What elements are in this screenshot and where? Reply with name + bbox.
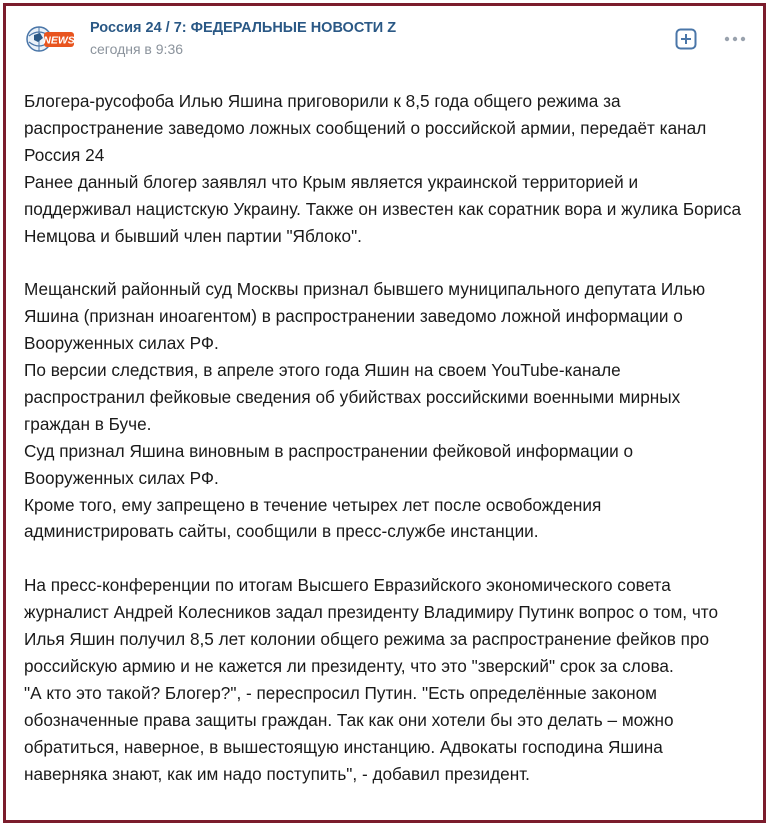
- post-paragraph: Ранее данный блогер заявлял что Крым является украинской территорией и поддерживал нацистскую Украину. Также он известен как соратник вора и жулика Бориса Немцова и бывший член партии "Яблоко".: [24, 171, 742, 246]
- news-logo-icon: [26, 22, 76, 56]
- post-paragraph: Кроме того, ему запрещено в течение четырех лет после освобождения администрировать сайты, сообщили в пресс-службе инстанции.: [24, 494, 602, 542]
- paragraph-gap: [24, 545, 742, 572]
- post-paragraph: На пресс-конференции по итогам Высшего Евразийского экономического совета журналист Андрей Колесников задал президенту Владимиру Путинк вопрос о том, что Илья Яшин получил 8,5 лет колонии общего режима за распространение фейков про российскую армию и не кажется ли президенту, что это "зверский" срок за слова.: [24, 575, 719, 676]
- channel-avatar[interactable]: [26, 22, 76, 56]
- paragraph-gap: [24, 249, 742, 276]
- post-paragraph: По версии следствия, в апреле этого года Яшин на своем YouTube-канале распространил фейковые сведения об убийствах российскими военными мирных граждан в Буче.: [24, 360, 681, 434]
- svg-text:NEWS: NEWS: [43, 34, 75, 47]
- more-options-button[interactable]: [723, 28, 747, 50]
- post-paragraph: Мещанский районный суд Москвы признал бывшего муниципального депутата Илью Яшина (признан иноагентом) в распространении заведомо ложной информации о Вооруженных силах РФ.: [24, 279, 706, 354]
- subscribe-button[interactable]: [675, 28, 697, 50]
- post-paragraph: Блогера-русофоба Илью Яшина приговорили к 8,5 года общего режима за распространение заведомо ложных сообщений о российской армии, передаёт канал Россия 24: [24, 91, 707, 165]
- post-timestamp[interactable]: сегодня в 9:36: [90, 41, 184, 57]
- plus-square-icon: [675, 28, 697, 50]
- post-paragraph: Суд признал Яшина виновным в распространении фейковой информации о Вооруженных силах РФ.: [24, 440, 634, 488]
- post-paragraph: "А кто это такой? Блогер?", - переспросил Путин. "Есть определённые законом обозначенные права защиты граждан. Так как они хотели бы это делать – можно обратиться, наверное, в вышестоящую инстанцию. Адвокаты господина Яшина наверняка знают, как им надо поступить", - добавил президент.: [24, 682, 674, 784]
- more-dots-icon: [723, 28, 747, 50]
- post-text: [24, 88, 742, 788]
- post-frame: [3, 3, 766, 823]
- channel-name[interactable]: Россия 24 / 7: ФЕДЕРАЛЬНЫЕ НОВОСТИ Z: [90, 20, 397, 36]
- post-header: [24, 16, 747, 66]
